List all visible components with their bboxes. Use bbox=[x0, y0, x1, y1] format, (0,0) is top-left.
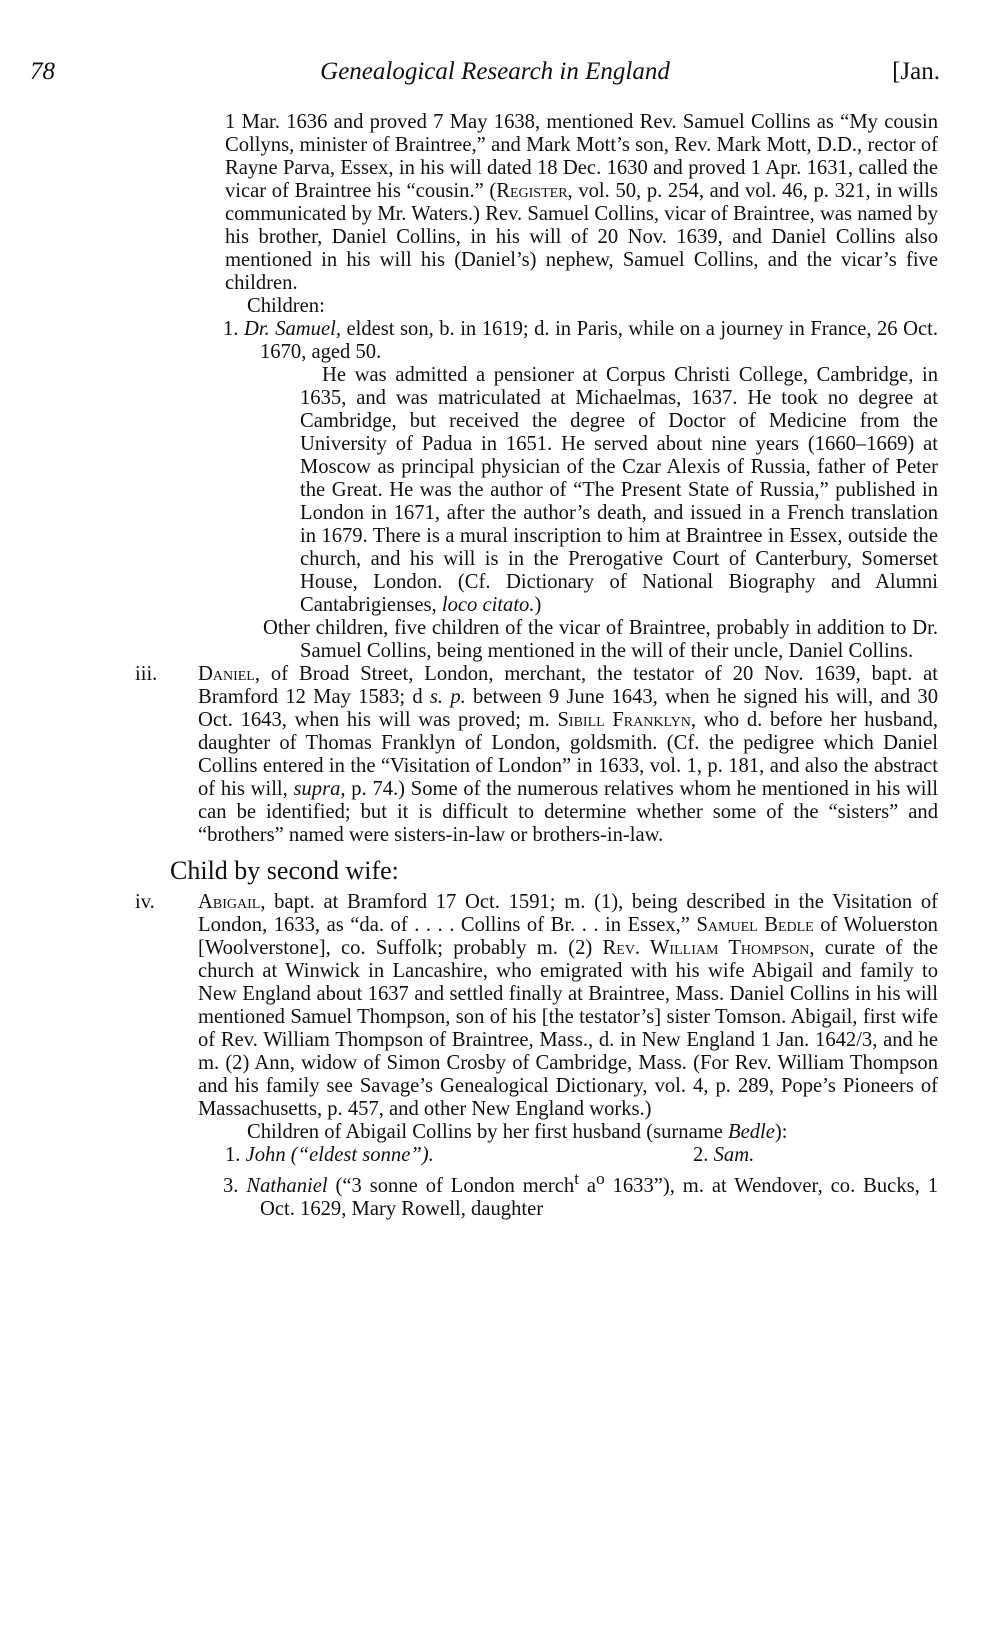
child-name: Dr. Samuel, bbox=[243, 318, 341, 340]
spouse-name: Samuel Bedle bbox=[696, 914, 814, 936]
entry-daniel-text bbox=[198, 663, 938, 847]
bio-italic: loco citato. bbox=[441, 594, 535, 616]
entry-text: p. 74.) Some of the numerous relatives whom he mentioned in his will can be identified; but it is difficult to determine whether some of the “sisters” and “brothers” named were sisters-in-law or brothers-in-law. bbox=[198, 778, 938, 846]
entry-abigail-text bbox=[198, 891, 938, 1121]
label-text: ): bbox=[774, 1121, 788, 1143]
entry-number: iii. bbox=[135, 663, 158, 685]
child-number: 2. bbox=[693, 1144, 709, 1166]
child-text: eldest son, b. in 1619; d. in Paris, while on a journey in France, 26 Oct. 1670, aged 50. bbox=[260, 318, 938, 363]
paragraph-text: , vol. 50, p. 254, and vol. 46, p. 321, in wills communicated by Mr. Waters.) Rev. Samuel Collins, vicar of Braintree, was named by his brother, Daniel Collins, in his will of 20 Nov. 1639, and Daniel Collins also mentioned in his will his (Daniel’s) nephew, Samuel Collins, and the vicar’s five children. bbox=[225, 180, 938, 294]
superscript: t bbox=[574, 1169, 579, 1188]
other-children-note: Other children, five children of the vicar of Braintree, probably in addition to Dr. Samuel Collins, being mentioned in the will of their uncle, Daniel Collins. bbox=[263, 617, 938, 662]
paragraph-text: 1 Mar. 1636 and proved 7 May 1638, mentioned Rev. Samuel Collins as “My cousin Collyns, minister of Braintree,” and Mark Mott’s son, Rev. Mark Mott, D.D., rector of Rayne Parva, Essex, in his will dated 18 Dec. 1630 and proved 1 Apr. 1631, called the vicar of Braintree his “cousin.” ( bbox=[225, 111, 938, 202]
spouse-name: Rev. William Thompson bbox=[602, 937, 810, 959]
child-name: Sam. bbox=[713, 1144, 755, 1166]
bio-end: ) bbox=[534, 594, 542, 616]
entry-text: , bapt. at Bramford 17 Oct. 1591; m. (1), being described in the Visitation of London, 1633, as “da. of . . . . Collins of Br. . . in Essex,” bbox=[198, 891, 938, 936]
entry-text: between 9 June 1643, when he signed his will, and 30 Oct. 1643, when his will was proved; m. bbox=[198, 686, 939, 731]
spouse-name: Sibill Franklyn bbox=[557, 709, 691, 731]
child-number: 1. bbox=[225, 1144, 241, 1166]
entry-text: , of Broad Street, London, merchant, the testator of 20 Nov. 1639, bapt. at Bramford 12 May 1583; d bbox=[198, 663, 938, 708]
child-entry-samuel bbox=[223, 318, 938, 364]
page-body bbox=[135, 111, 939, 1221]
page-number: 78 bbox=[30, 58, 55, 85]
superscript: o bbox=[596, 1169, 605, 1188]
entry-text: of Woluerston [Woolverstone], co. Suffolk; probably m. (2) bbox=[198, 914, 938, 959]
running-date: [Jan. bbox=[892, 58, 940, 85]
child-item-sam bbox=[693, 1144, 754, 1167]
second-wife-heading: Child by second wife: bbox=[170, 856, 399, 885]
paragraph-will-notes bbox=[225, 111, 938, 295]
entry-text: , curate of the church at Winwick in Lancashire, who emigrated with his wife Abigail and family to New England about 1637 and settled finally at Braintree, Mass. Daniel Collins in his will mentioned Samuel Thompson, son of his [the testator’s] sister Tomson. Abigail, first wife of Rev. William Thompson of Braintree, Mass., d. in New England 1 Jan. 1642/3, and he m. (2) Ann, widow of Simon Crosby of Cambridge, Mass. (For Rev. William Thompson and his family see Savage’s Genealogical Dictionary, vol. 4, p. 289, Pope’s Pioneers of Massachusetts, p. 457, and other New England works.) bbox=[198, 937, 938, 1120]
child-number: 3. bbox=[223, 1174, 239, 1197]
bio-text: He was admitted a pensioner at Corpus Christi College, Cambridge, in 1635, and was matriculated at Michaelmas, 1637. He took no degree at Cambridge, but received the degree of Doctor of Medicine from the University of Padua in 1651. He served about nine years (1660–1669) at Moscow as principal physician of the Czar Alexis of Russia, father of Peter the Great. He was the author of “The Present State of Russia,” published in London in 1671, after the author’s death, and issued in a French translation in 1679. There is a mural inscription to him at Braintree in Essex, outside the church, and his will is in the Prerogative Court of Canterbury, Somerset House, London. (Cf. Dictionary of National Biography and Alumni Cantabrigienses, bbox=[300, 364, 938, 616]
register-ref: Register bbox=[496, 180, 568, 202]
child-item-john bbox=[225, 1144, 693, 1167]
child-name: Nathaniel bbox=[246, 1174, 328, 1197]
entry-name: Abigail bbox=[198, 891, 261, 913]
running-title: Genealogical Research in England bbox=[320, 58, 670, 85]
child-text: a bbox=[579, 1174, 597, 1197]
entry-number: iv. bbox=[135, 891, 155, 913]
running-header bbox=[30, 58, 940, 98]
samuel-biography bbox=[300, 364, 938, 617]
entry-italic: supra, bbox=[293, 778, 346, 800]
child-name: John (“eldest sonne”). bbox=[245, 1144, 434, 1166]
children-list-row bbox=[225, 1144, 938, 1167]
children-label: Children: bbox=[247, 295, 325, 317]
child-number: 1. bbox=[223, 318, 239, 340]
child-text: (“3 sonne of London merch bbox=[327, 1174, 575, 1197]
abigail-children-label bbox=[225, 1121, 938, 1144]
entry-daniel bbox=[135, 663, 939, 847]
entry-name: Daniel bbox=[198, 663, 255, 685]
entry-italic: s. p. bbox=[429, 686, 466, 708]
child-entry-nathaniel bbox=[223, 1167, 938, 1221]
entry-abigail bbox=[135, 891, 938, 1121]
surname-italic: Bedle bbox=[728, 1121, 775, 1143]
child-text: 1633”), m. at Wendover, co. Bucks, 1 Oct. 1629, Mary Rowell, daughter bbox=[260, 1174, 938, 1220]
entry-text: , who d. before her husband, daughter of Thomas Franklyn of London, goldsmith. (Cf. the pedigree which Daniel Collins entered in the “Visitation of London” in 1633, vol. 1, p. 181, and also the abstract of his will, bbox=[198, 709, 938, 800]
label-text: Children of Abigail Collins by her first husband (surname bbox=[247, 1121, 729, 1143]
